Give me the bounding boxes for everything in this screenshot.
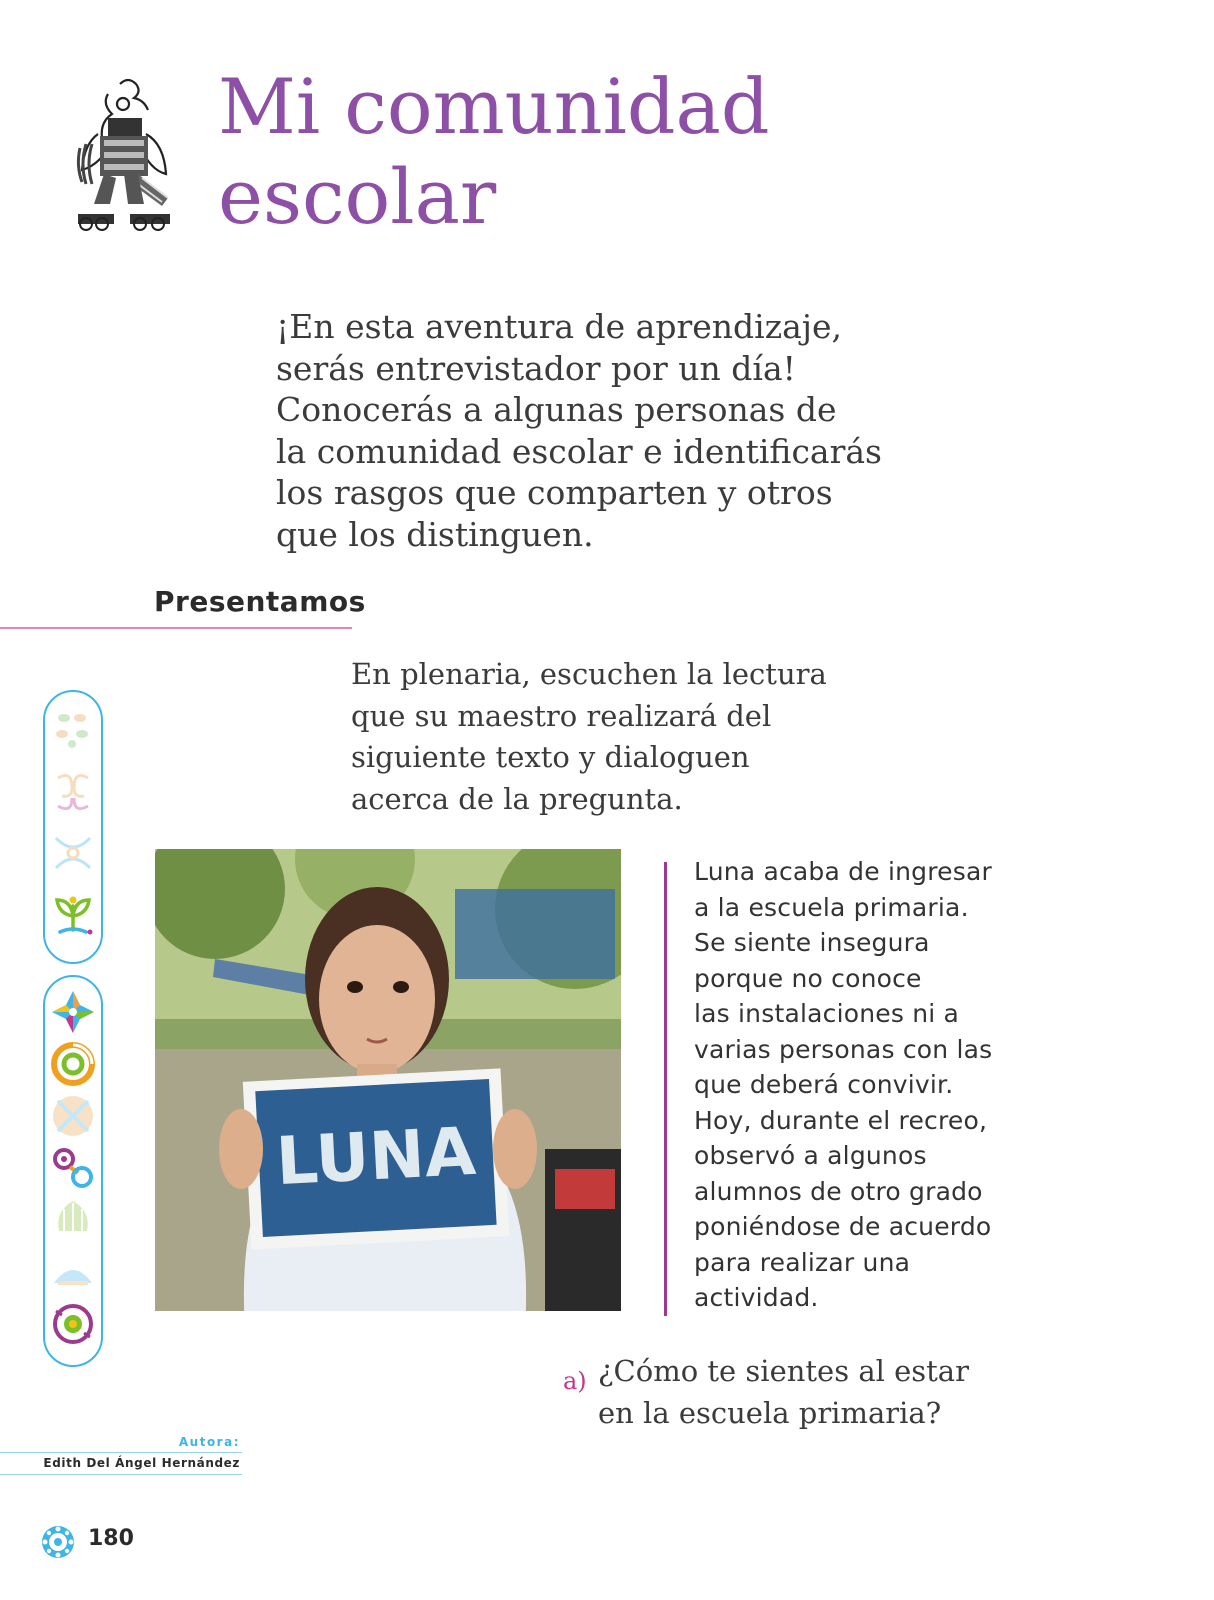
story-line: actividad. — [694, 1283, 819, 1312]
story-line: porque no conoce — [694, 963, 922, 993]
story-line: Luna acaba de ingresar — [694, 857, 992, 886]
linked-rings-icon — [50, 1145, 96, 1191]
question-line: en la escuela primaria? — [598, 1396, 942, 1430]
sprout-figure-icon — [50, 892, 96, 938]
question-marker: a) — [563, 1367, 587, 1395]
woven-square-icon — [50, 1093, 96, 1139]
intro-line: que los distinguen. — [276, 514, 594, 554]
purple-seed-icon — [50, 1301, 96, 1347]
mound-icon — [50, 1249, 96, 1295]
story-line: que deberá convivir. — [694, 1070, 954, 1099]
story-line: varias personas con las — [694, 1034, 993, 1064]
instructions-line: En plenaria, escuchen la lectura — [351, 657, 827, 691]
page-title — [218, 62, 978, 242]
compass-star-icon — [50, 989, 96, 1035]
sun-rosette-icon — [40, 1524, 76, 1560]
sign-text: LUNA — [274, 1112, 478, 1201]
story-line: alumnos de otro grado — [694, 1176, 983, 1206]
shell-icon — [50, 1197, 96, 1243]
instructions-line: acerca de la pregunta. — [351, 782, 683, 817]
section-heading: Presentamos — [154, 585, 366, 618]
orange-spiral-icon — [50, 1041, 96, 1087]
author-divider-bottom — [0, 1474, 242, 1475]
question-text — [598, 1350, 1018, 1434]
intro-paragraph — [276, 306, 916, 555]
question-line: ¿Cómo te sientes al estar — [598, 1354, 969, 1388]
author-name: Edith Del Ángel Hernández — [43, 1456, 240, 1470]
photo-girl-with-sign — [155, 849, 621, 1311]
seeds-icon — [50, 706, 96, 752]
side-strip-top — [43, 690, 103, 964]
story-divider — [664, 862, 667, 1316]
intro-line: ¡En esta aventura de aprendizaje, — [276, 307, 843, 346]
author-divider-top — [0, 1452, 242, 1453]
story-line: para realizar una — [694, 1247, 911, 1277]
aztec-deity-figure-icon — [68, 74, 180, 236]
instructions-line: siguiente texto y dialoguen — [351, 740, 750, 775]
story-line: observó a algunos — [694, 1141, 927, 1170]
story-line: las instalaciones ni a — [694, 999, 960, 1028]
section-divider — [0, 627, 352, 629]
intro-line: Conocerás a algunas personas de — [276, 390, 837, 429]
instructions-paragraph — [351, 654, 871, 821]
story-paragraph — [694, 854, 1054, 1316]
instructions-line: que su maestro realizará del — [351, 698, 772, 733]
spiral-figures-icon — [50, 768, 96, 814]
linked-figures-icon — [50, 830, 96, 876]
intro-line: los rasgos que comparten y otros — [276, 473, 833, 512]
intro-line: serás entrevistador por un día! — [276, 348, 796, 388]
side-strip-bottom — [43, 975, 103, 1367]
story-line: Se siente insegura — [694, 928, 930, 957]
title-line-2: escolar — [218, 152, 497, 241]
author-label: Autora: — [178, 1435, 240, 1449]
story-line: a la escuela primaria. — [694, 892, 969, 922]
page-number: 180 — [88, 1526, 134, 1551]
story-line: Hoy, durante el recreo, — [694, 1105, 988, 1135]
story-line: poniéndose de acuerdo — [694, 1212, 992, 1241]
intro-line: la comunidad escolar e identificarás — [276, 431, 882, 471]
title-line-1: Mi comunidad — [218, 62, 770, 151]
